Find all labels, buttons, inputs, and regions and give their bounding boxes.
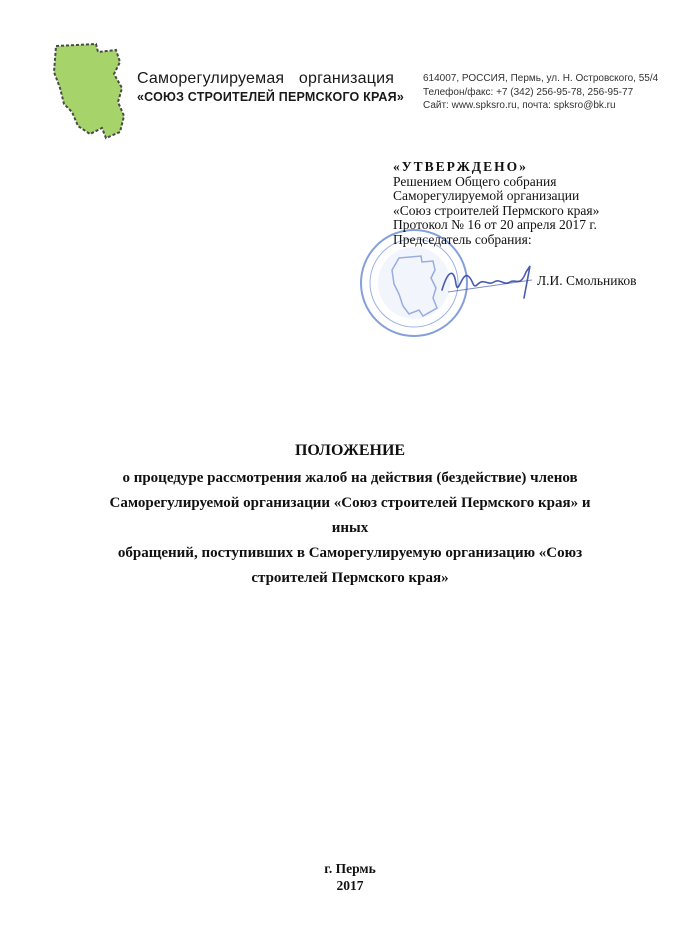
- city-text: г. Пермь: [324, 861, 376, 876]
- chairman-label: Председатель собрания:: [393, 231, 532, 247]
- perm-krai-map-logo: [50, 42, 130, 140]
- approved-label: «УТВЕРЖДЕНО»: [393, 159, 528, 174]
- subtitle-line1: о процедуре рассмотрения жалоб на действия (бездействие) членов: [122, 470, 578, 486]
- subtitle-line4: строителей Пермского края»: [251, 570, 449, 586]
- place-and-year: [0, 860, 700, 894]
- organization-name: [137, 70, 404, 104]
- chairman-signature: [438, 262, 538, 302]
- approval-block: [393, 160, 599, 247]
- approval-line3: «Союз строителей Пермского края»: [393, 202, 600, 218]
- site-email-text: Сайт: www.spksro.ru, почта: spksro@bk.ru: [423, 100, 616, 111]
- approval-line2: Саморегулируемой организации: [393, 188, 580, 203]
- document-heading: ПОЛОЖЕНИЕ: [294, 442, 406, 459]
- org-name-line2: «СОЮЗ СТРОИТЕЛЕЙ ПЕРМСКОГО КРАЯ»: [137, 90, 404, 104]
- org-name-line1: Саморегулируемая организация: [137, 70, 395, 87]
- organization-contacts: [423, 72, 658, 113]
- year-text: 2017: [336, 878, 364, 893]
- protocol-text: Протокол № 16 от 20 апреля 2017 г.: [393, 217, 597, 232]
- document-title: [90, 442, 610, 591]
- document-subtitle: [90, 466, 610, 591]
- chairman-name: Л.И. Смольников: [537, 273, 637, 288]
- approval-line1: Решением Общего собрания: [393, 173, 557, 189]
- address-text: 614007, РОССИЯ, Пермь, ул. Н. Островского, 55/4: [423, 73, 659, 84]
- subtitle-line2: Саморегулируемой организации «Союз строителей Пермского края» и иных: [109, 495, 591, 536]
- subtitle-line3: обращений, поступивших в Саморегулируемую организацию «Союз: [117, 545, 583, 561]
- phone-text: Телефон/факс: +7 (342) 256-95-78, 256-95-77: [423, 86, 634, 98]
